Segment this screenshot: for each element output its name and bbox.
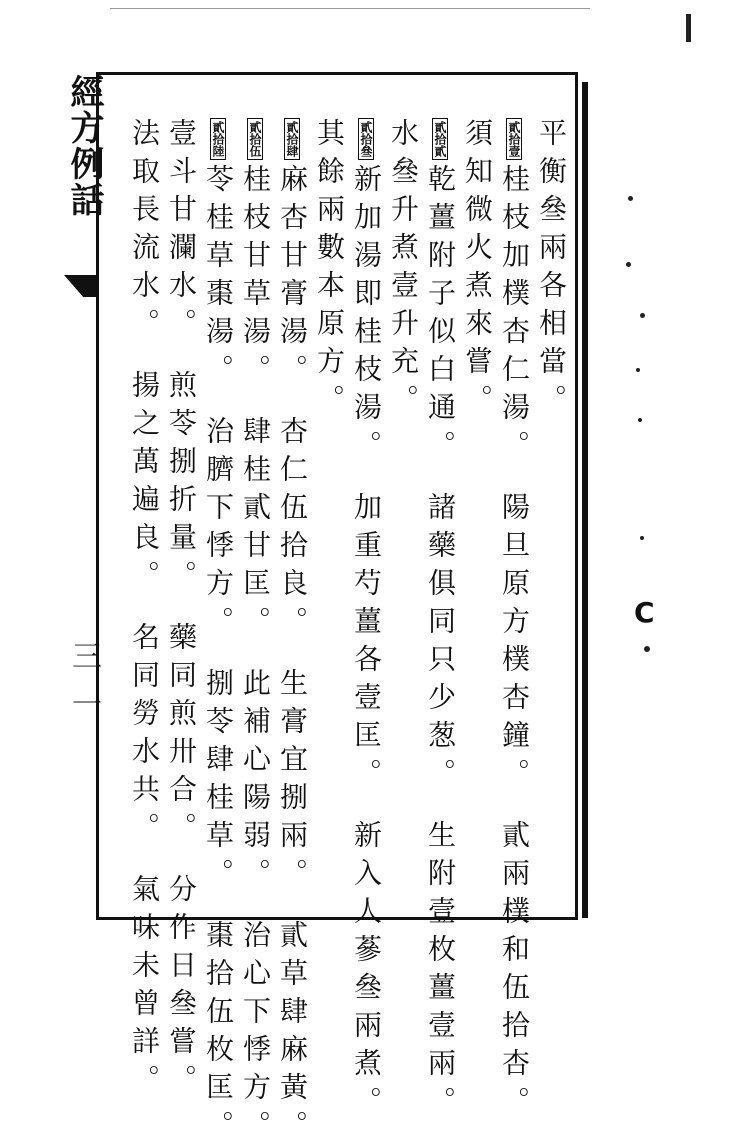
- text-column: [200, 118, 237, 1148]
- text-columns: [110, 118, 570, 1148]
- column-text: 平衡叄兩各相當。: [535, 118, 568, 422]
- scan-artifact-c: C: [634, 596, 655, 629]
- formula-number-label: 貳拾叄: [358, 118, 374, 160]
- scan-speck: [626, 262, 631, 267]
- column-text: 新加湯即桂枝湯。 加重芍薑各壹匡。 新入人蔘叄兩煮。: [350, 164, 383, 1124]
- column-text: 麻杏甘膏湯。 杏仁伍拾良。 生膏宜捌兩。 貳草肆麻黃。: [276, 164, 309, 1148]
- column-text: 壹斗甘瀾水。 煎苓捌折量。 藥同煎卅合。 分作日叄嘗。: [165, 118, 198, 1102]
- text-column: [274, 118, 311, 1148]
- formula-number-label: 貳拾陸: [210, 118, 226, 160]
- scan-speck: [640, 313, 645, 318]
- column-text: 乾薑附子似白通。 諸藥俱同只少葱。 生附壹枚薑壹兩。: [424, 164, 457, 1124]
- formula-number-label: 貳拾貳: [432, 118, 448, 160]
- scan-speck: [636, 368, 640, 372]
- formula-number-label: 貳拾肆: [284, 118, 300, 160]
- scan-mark: [686, 14, 691, 42]
- book-title: 經方例話: [64, 74, 104, 218]
- scan-speck: [644, 646, 650, 652]
- text-column: [459, 118, 496, 898]
- page-number: 三一: [66, 640, 101, 736]
- formula-number-label: 貳拾壹: [506, 118, 522, 160]
- text-column: [385, 118, 422, 898]
- column-text: 法取長流水。 揚之萬遍良。 名同勞水共。 氣味未曾詳。: [128, 118, 161, 1102]
- scan-speck: [640, 536, 644, 540]
- text-column: [237, 118, 274, 1148]
- formula-number-label: 貳拾伍: [247, 118, 263, 160]
- column-text: 其餘兩數本原方。: [313, 118, 346, 422]
- text-column: [348, 118, 385, 1124]
- text-column: [496, 118, 533, 1124]
- text-column: [533, 118, 570, 898]
- text-column: [422, 118, 459, 1124]
- column-text: 苓桂草棗湯。 治臍下悸方。 捌苓肆桂草。 棗拾伍枚匡。: [202, 164, 235, 1148]
- column-text: 桂枝加樸杏仁湯。 陽旦原方樸杏鐘。 貳兩樸和伍拾杏。: [498, 164, 531, 1124]
- fishtail-mark: [64, 275, 96, 297]
- scan-speck: [638, 418, 642, 422]
- column-text: 桂枝甘草湯。 肆桂貳甘匡。 此補心陽弱。 治心下悸方。: [239, 164, 272, 1148]
- column-text: 水叄升煮壹升充。: [387, 118, 420, 422]
- text-column: [126, 118, 163, 1102]
- text-column: [163, 118, 200, 1102]
- text-column: [311, 118, 348, 898]
- scan-speck: [628, 196, 633, 201]
- scan-line: [110, 8, 590, 9]
- column-text: 須知微火煮來嘗。: [461, 118, 494, 422]
